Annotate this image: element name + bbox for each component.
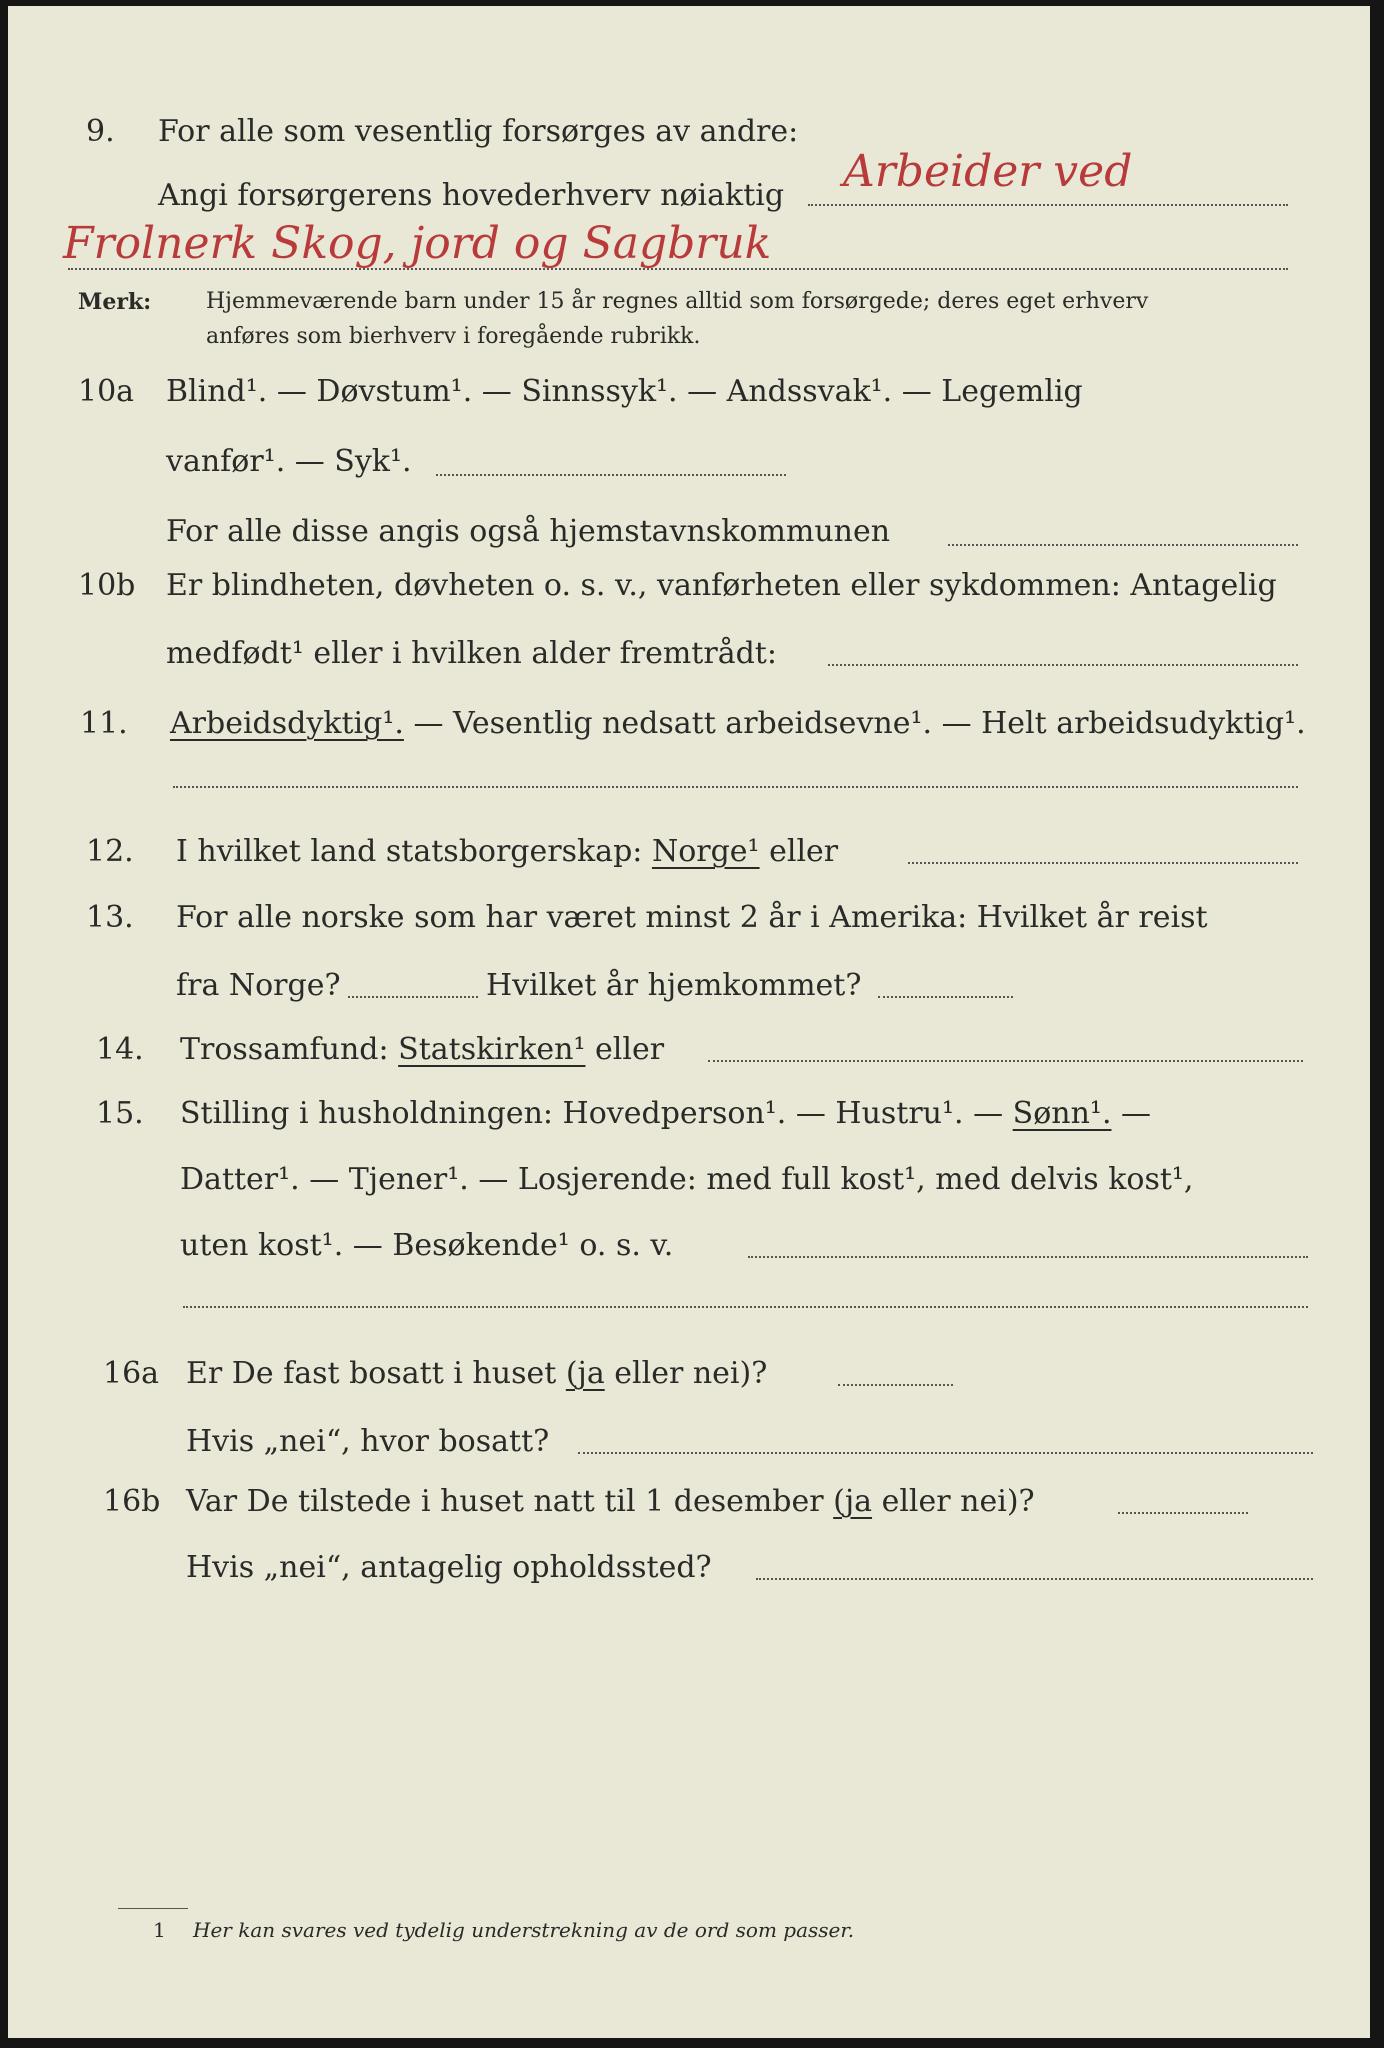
q10b-text2: medfødt¹ eller i hvilken alder fremtrådt: [166,636,777,671]
q9-handwritten-answer-b: Frolnerk Skog, jord og Sagbruk [63,218,772,269]
q14-text [180,1032,664,1067]
q12-label: I hvilket land statsborgerskap: [176,834,643,869]
q15-text1b: — [1111,1096,1152,1131]
q14-label: Trossamfund: [180,1032,389,1067]
q12-selected-option: Norge¹ [651,834,760,869]
q11-answer-line [173,786,1298,788]
q12-answer-line [908,862,1298,864]
q10a-text2: vanfør¹. — Syk¹. [166,444,412,479]
q9-answer-line2 [68,268,1288,270]
q13-text2b: Hvilket år hjemkommet? [486,968,862,1003]
q9-answer-line [808,204,1288,206]
q10a-text1: Blind¹. — Døvstum¹. — Sinnssyk¹. — Andssvak¹. — Legemlig [166,374,1083,409]
q16b-answer-line [1118,1512,1248,1514]
q16a-text1b: eller nei)? [604,1356,768,1391]
q16a-answer-line [838,1384,953,1386]
q14-selected-option: Statskirken¹ [398,1032,586,1067]
q16a-text2: Hvis „nei“, hvor bosatt? [186,1424,550,1459]
q16b-text1b: eller nei)? [872,1484,1035,1519]
q10a-answer-line2 [948,544,1298,546]
q16b-number: 16b [103,1484,161,1519]
q10a-text3: For alle disse angis også hjemstavnskommunen [166,514,891,549]
q16a-selected-option: (ja [565,1356,605,1391]
q10a-number: 10a [78,374,135,409]
merk-text1: Hjemmeværende barn under 15 år regnes alltid som forsørgede; deres eget erhverv [206,289,1149,314]
q10b-answer-line [828,664,1298,666]
q16b-text1a: Var De tilstede i huset natt til 1 desember [186,1484,824,1519]
q13-text1: For alle norske som har været minst 2 år i Amerika: Hvilket år reist [176,900,1208,935]
q13-answer-line-b [878,996,1013,998]
q11-selected-option: Arbeidsdyktig¹. [170,706,404,741]
q15-text3: uten kost¹. — Besøkende¹ o. s. v. [180,1228,674,1263]
q11-number: 11. [80,706,128,741]
footnote-text: Her kan svares ved tydelig understrekning av de ord som passer. [193,1918,855,1942]
q10b-text1: Er blindheten, døvheten o. s. v., vanførheten eller sykdommen: Antagelig [166,568,1277,603]
q15-text1a: Stilling i husholdningen: Hovedperson¹. — Hustru¹. — [180,1096,1004,1131]
q16a-text1a: Er De fast bosatt i huset [186,1356,557,1391]
q16a-text1 [186,1356,767,1391]
q15-text1 [180,1096,1151,1131]
q15-number: 15. [96,1096,144,1131]
q12-number: 12. [86,834,134,869]
q14-tail: eller [585,1032,665,1067]
q11-text [170,706,1306,741]
q9-text2: Angi forsørgerens hovederhverv nøiaktig [158,178,785,213]
q16b-text2: Hvis „nei“, antagelig opholdssted? [186,1550,712,1585]
q13-text2a: fra Norge? [176,968,341,1003]
q12-text [176,834,838,869]
q15-answer-line [748,1256,1308,1258]
q12-tail: eller [759,834,839,869]
q13-number: 13. [86,900,134,935]
q10a-answer-line [436,474,786,476]
footnote-mark: 1 [153,1918,166,1942]
merk-label: Merk: [78,289,152,315]
q16b-answer-line2 [756,1578,1313,1580]
q10b-number: 10b [78,568,136,603]
q9-number: 9. [86,114,115,149]
footnote-rule [118,1908,188,1909]
q15-text2: Datter¹. — Tjener¹. — Losjerende: med full kost¹, med delvis kost¹, [180,1162,1194,1197]
q15-answer-line2 [183,1306,1308,1308]
q16a-number: 16a [103,1356,160,1391]
q16b-text1 [186,1484,1035,1519]
q9-text: For alle som vesentlig forsørges av andre: [158,114,799,149]
q9-handwritten-answer-a: Arbeider ved [843,146,1133,197]
q14-number: 14. [96,1032,144,1067]
q16b-selected-option: (ja [833,1484,873,1519]
q13-answer-line-a [348,996,478,998]
q14-answer-line [708,1060,1303,1062]
q16a-answer-line2 [578,1452,1313,1454]
merk-text2: anføres som bierhverv i foregående rubrikk. [206,324,701,349]
q15-selected-option: Sønn¹. [1012,1096,1112,1131]
q11-rest: — Vesentlig nedsatt arbeidsevne¹. — Helt arbeidsudyktig¹. [403,706,1306,741]
census-form-page [8,6,1370,2038]
